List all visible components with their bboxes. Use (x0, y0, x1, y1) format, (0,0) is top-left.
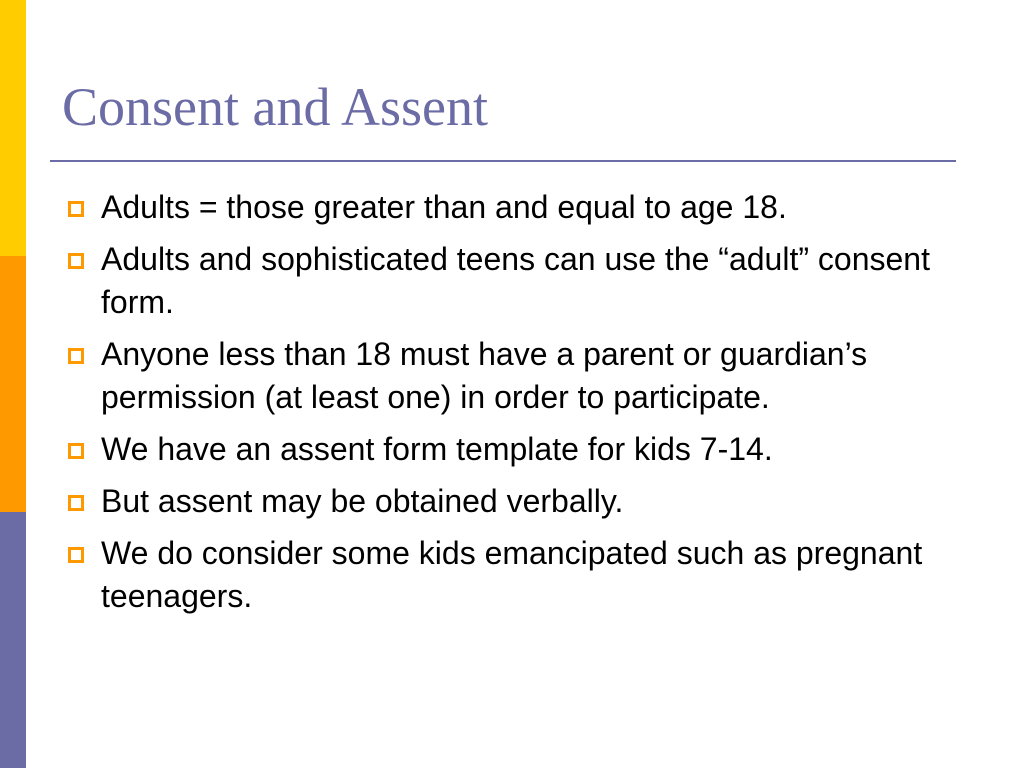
bullet-text: Adults and sophisticated teens can use the “adult” consent form. (101, 241, 930, 320)
side-bar-yellow-segment (0, 0, 26, 256)
bullet-item (64, 532, 969, 618)
title-underline (50, 160, 956, 162)
bullet-item (64, 333, 969, 419)
bullet-text: Adults = those greater than and equal to age 18. (101, 189, 787, 225)
hollow-square-bullet-icon (68, 201, 84, 217)
side-bar-purple-segment (0, 512, 26, 768)
bullet-item (64, 428, 969, 471)
bullet-text: Anyone less than 18 must have a parent or guardian’s permission (at least one) in order to participate. (101, 336, 868, 415)
bullet-item (64, 480, 969, 523)
bullet-text: We do consider some kids emancipated such as pregnant teenagers. (101, 535, 923, 614)
bullet-list (64, 186, 969, 627)
slide-title: Consent and Assent (62, 77, 488, 137)
bullet-item (64, 238, 969, 324)
side-accent-bar (0, 0, 26, 768)
bullet-item (64, 186, 969, 229)
side-bar-orange-segment (0, 256, 26, 512)
hollow-square-bullet-icon (68, 443, 84, 459)
hollow-square-bullet-icon (68, 348, 84, 364)
bullet-text: But assent may be obtained verbally. (101, 483, 624, 519)
hollow-square-bullet-icon (68, 253, 84, 269)
hollow-square-bullet-icon (68, 547, 84, 563)
bullet-text: We have an assent form template for kids 7-14. (101, 431, 773, 467)
hollow-square-bullet-icon (68, 495, 84, 511)
